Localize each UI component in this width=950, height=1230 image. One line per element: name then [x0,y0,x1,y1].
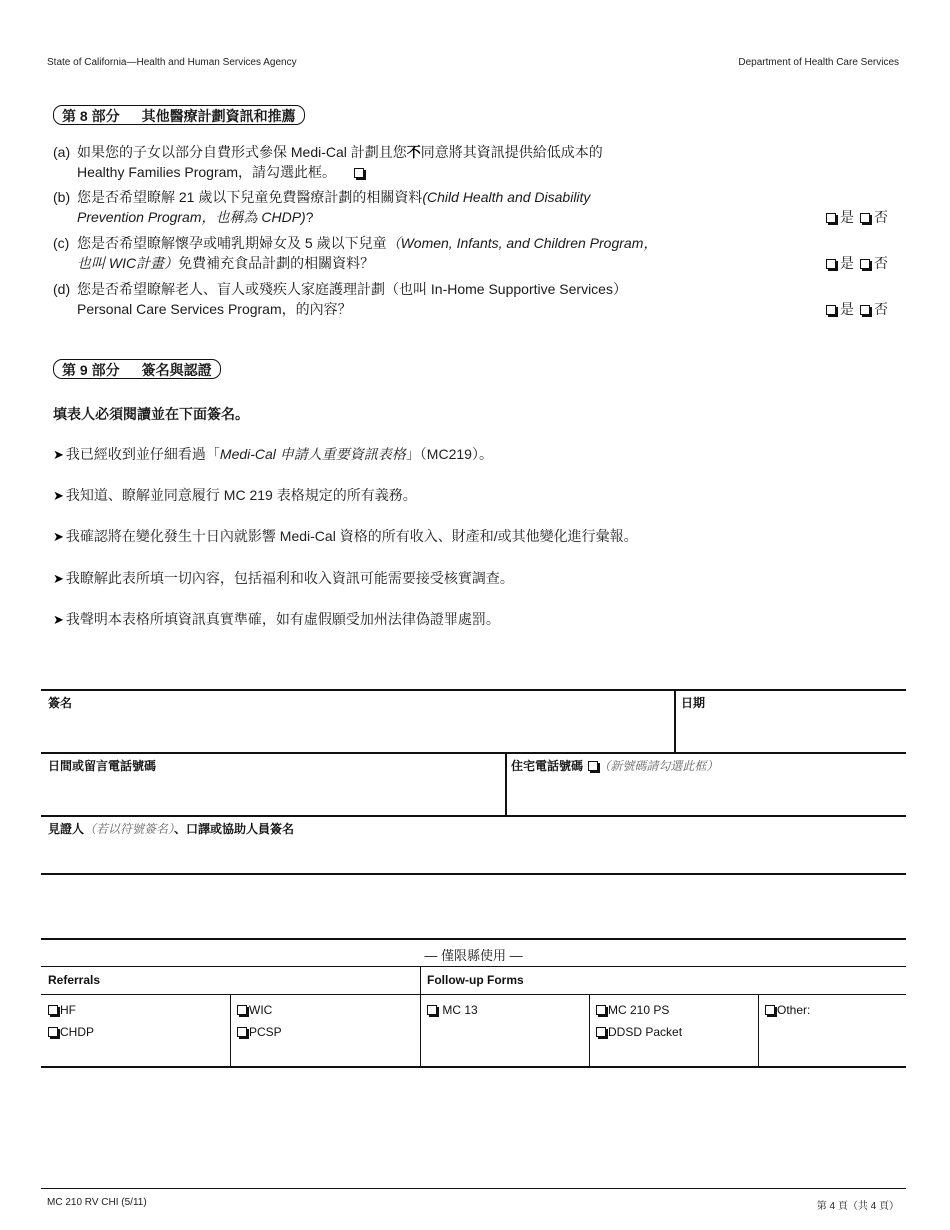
question-b-text-1: 您是否希望瞭解 21 歲以下兒童免費醫療計劃的相關資料 [77,189,423,205]
divider [230,994,231,1066]
divider [41,752,906,754]
signature-field[interactable] [41,708,673,751]
certification-text: 我已經收到並仔細看過「 [65,446,220,462]
certification-item [53,568,514,589]
hf-checkbox[interactable] [48,1005,58,1015]
question-b-italic-1: (Child Health and Disability [422,189,591,205]
divider [41,689,906,691]
arrow-bullet-icon: ➤ [53,571,64,586]
question-c-no-checkbox[interactable] [860,259,870,269]
question-d-label: (d) [53,281,71,297]
question-a [53,142,603,182]
referral-wic[interactable] [237,1003,272,1017]
yes-label: 是 [840,209,854,225]
question-c-yes-checkbox[interactable] [826,259,836,269]
chdp-label: CHDP [60,1025,95,1039]
question-b [53,187,590,227]
question-a-text-3: Healthy Families Program，請勾選此框。 [77,164,337,180]
other-checkbox[interactable] [765,1005,775,1015]
section-8-heading [53,105,305,125]
section-8-number: 第 8 部分 [62,108,120,124]
divider [41,938,906,940]
home-phone-label: 住宅電話號碼 [511,759,584,773]
witness-label-end: 、口譯或協助人員簽名 [174,822,295,836]
referral-hf[interactable] [48,1003,76,1017]
question-a-emphasis: 不 [406,144,421,160]
certification-text: 我確認將在變化發生十日內就影響 Medi-Cal 資格的所有收入、財產和/或其他變化進行彙報。 [65,528,638,544]
witness-label-group [48,820,294,837]
mc210ps-checkbox[interactable] [596,1005,606,1015]
certification-text: 我瞭解此表所填一切內容，包括福利和收入資訊可能需要接受核實調查。 [65,570,514,586]
question-c-text-2: 免費補充食品計劃的相關資料？ [178,255,375,271]
arrow-bullet-icon: ➤ [53,488,64,503]
question-c [53,233,657,273]
question-a-label: (a) [53,144,71,160]
question-b-label: (b) [53,189,71,205]
date-field[interactable] [676,708,906,751]
certification-text-end: 」（MC219）。 [405,446,493,462]
question-a-text-1: 如果您的子女以部分自費形式參保 Medi-Cal 計劃且您 [77,144,407,160]
followup-forms-header: Follow-up Forms [427,973,524,987]
certification-item [53,526,638,547]
question-c-italic-2: 也叫 WIC計畫） [77,255,179,271]
question-a-text-2: 同意將其資訊提供給低成本的 [420,144,603,160]
mc210ps-label: MC 210 PS [608,1003,670,1017]
date-label: 日期 [681,696,706,710]
new-number-checkbox[interactable] [588,761,598,771]
certification-text: 我知道、瞭解並同意履行 MC 219 表格規定的所有義務。 [65,487,417,503]
pcsp-checkbox[interactable] [237,1027,247,1037]
question-b-yes-checkbox[interactable] [826,213,836,223]
followup-mc13[interactable] [427,1003,478,1017]
signing-instruction: 填表人必須閱讀並在下面簽名。 [53,406,249,422]
pcsp-label: PCSP [249,1025,282,1039]
no-label: 否 [874,209,888,225]
witness-label: 見證人 [48,822,85,836]
arrow-bullet-icon: ➤ [53,612,64,627]
section-9-title: 簽名與認證 [141,362,212,378]
yes-label: 是 [840,255,854,271]
followup-ddsd-packet[interactable] [596,1025,682,1039]
no-label: 否 [874,301,888,317]
wic-label: WIC [249,1003,273,1017]
county-use-title: — 僅限縣使用 — [424,948,523,963]
arrow-bullet-icon: ➤ [53,529,64,544]
question-c-text-1: 您是否希望瞭解懷孕或哺乳期婦女及 5 歲以下兒童 [77,235,387,251]
no-label: 否 [874,255,888,271]
day-phone-label: 日間或留言電話號碼 [48,759,157,773]
certification-item [53,444,493,465]
witness-signature-field[interactable] [41,836,906,872]
hf-label: HF [60,1003,76,1017]
referral-pcsp[interactable] [237,1025,282,1039]
followup-other[interactable] [765,1003,810,1017]
question-d [53,279,627,319]
question-b-no-checkbox[interactable] [860,213,870,223]
healthy-families-opt-out-checkbox[interactable] [354,168,364,178]
question-d-text-2: Personal Care Services Program，的內容？ [77,301,352,317]
question-c-label: (c) [53,235,70,251]
question-d-yes-no [826,299,888,319]
question-d-no-checkbox[interactable] [860,305,870,315]
signature-label: 簽名 [48,696,73,710]
divider [420,966,421,1066]
divider [758,994,759,1066]
new-number-hint: （新號碼請勾選此框） [598,759,719,773]
certification-item [53,609,500,630]
question-b-yes-no [826,207,888,227]
wic-checkbox[interactable] [237,1005,247,1015]
mc13-label: MC 13 [442,1003,478,1017]
witness-hint: （若以符號簽名） [84,822,175,836]
certification-italic: Medi-Cal 申請人重要資訊表格 [219,446,406,462]
department-header: Department of Health Care Services [738,57,899,68]
question-c-italic-1: （Women, Infants, and Children Program， [386,235,658,251]
referrals-header: Referrals [48,973,101,987]
section-9-heading [53,359,221,379]
chdp-checkbox[interactable] [48,1027,58,1037]
question-b-text-2: ? [305,209,314,225]
divider [589,994,590,1066]
form-id: MC 210 RV CHI (5/11) [47,1197,147,1208]
arrow-bullet-icon: ➤ [53,447,64,462]
question-d-yes-checkbox[interactable] [826,305,836,315]
ddsd-packet-label: DDSD Packet [608,1025,683,1039]
section-9-number: 第 9 部分 [62,362,120,378]
followup-mc210ps[interactable] [596,1003,669,1017]
divider [41,966,906,967]
mc13-checkbox[interactable] [427,1005,437,1015]
question-c-yes-no [826,253,888,273]
divider [41,1066,906,1068]
home-phone-field[interactable] [507,772,906,814]
certification-text: 我聲明本表格所填資訊真實準確，如有虛假願受加州法律偽證罪處罰。 [65,611,500,627]
certification-item [53,485,417,506]
section-8-title: 其他醫療計劃資訊和推薦 [141,108,296,124]
ddsd-packet-checkbox[interactable] [596,1027,606,1037]
agency-header: State of California—Health and Human Services Agency [47,57,297,68]
page-number: 第 4 頁（共 4 頁） [816,1201,899,1212]
yes-label: 是 [840,301,854,317]
other-label: Other: [777,1003,811,1017]
divider [41,815,906,817]
referral-chdp[interactable] [48,1025,94,1039]
footer-divider [41,1188,906,1189]
divider [41,994,906,995]
question-b-italic-2: Prevention Program，也稱為 CHDP) [77,209,306,225]
question-d-text-1: 您是否希望瞭解老人、盲人或殘疾人家庭護理計劃（也叫 In-Home Supportive Services） [77,281,627,297]
divider [41,873,906,875]
day-phone-field[interactable] [41,772,503,814]
